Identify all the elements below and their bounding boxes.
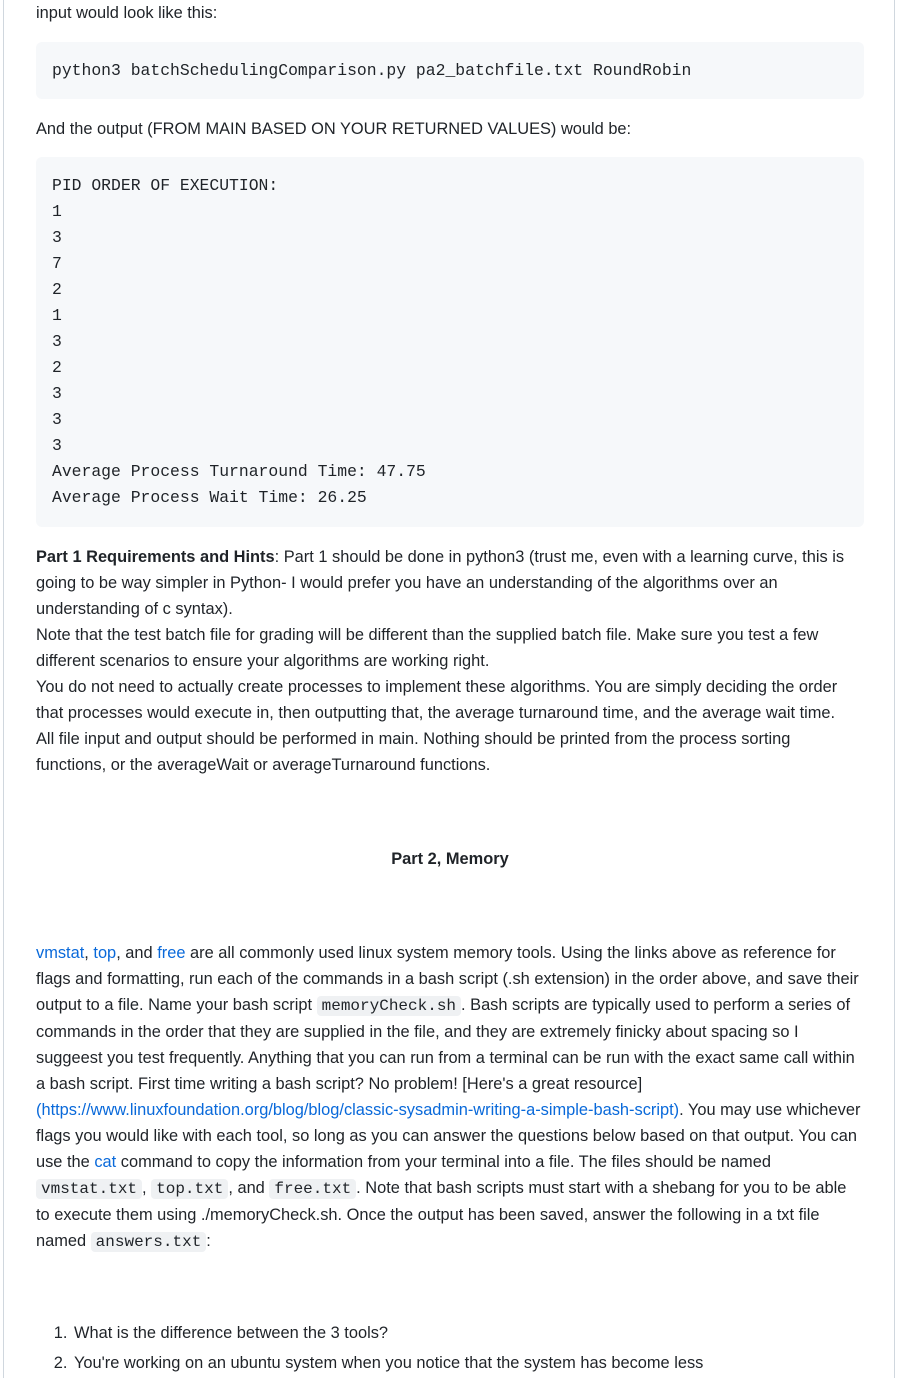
command-line: python3 batchSchedulingComparison.py pa2_batchfile.txt RoundRobin bbox=[52, 61, 692, 80]
intro-fragment: input would look like this: bbox=[36, 4, 218, 22]
output-turnaround: Average Process Turnaround Time: 47.75 bbox=[52, 462, 426, 481]
pid-row: 2 bbox=[52, 280, 62, 299]
output-wait: Average Process Wait Time: 26.25 bbox=[52, 488, 367, 507]
cat-link[interactable]: cat bbox=[94, 1153, 117, 1171]
pid-row: 3 bbox=[52, 228, 62, 247]
question-2: 2. You're working on an ubuntu system when you notice that the system has become less bbox=[72, 1350, 898, 1376]
vmstat-link[interactable]: vmstat bbox=[36, 944, 85, 962]
questions-list bbox=[36, 1320, 898, 1380]
part2-text-8: : bbox=[206, 1232, 211, 1250]
command-code-block bbox=[36, 42, 864, 99]
part1-paragraph-3: You do not need to actually create processes to implement these algorithms. You are simply deciding the order that processes would execute in, then outputting that, the average turnaround time, and the average wait time. bbox=[36, 678, 838, 722]
part2-paragraph bbox=[36, 940, 864, 1255]
part1-title: Part 1 Requirements and Hints bbox=[36, 548, 275, 566]
question-1: 1. What is the difference between the 3 tools? bbox=[72, 1320, 898, 1346]
pid-row: 3 bbox=[52, 332, 62, 351]
code-memorycheck: memoryCheck.sh bbox=[317, 996, 461, 1016]
pid-row: 2 bbox=[52, 358, 62, 377]
code-vmstat-txt: vmstat.txt bbox=[36, 1179, 142, 1199]
part1-paragraph-2: Note that the test batch file for grading will be different than the supplied batch file. Make sure you test a few different scenarios to ensure your algorithms are working right. bbox=[36, 626, 819, 670]
pid-row: 7 bbox=[52, 254, 62, 273]
pid-row: 3 bbox=[52, 436, 62, 455]
code-free-txt: free.txt bbox=[269, 1179, 356, 1199]
part1-section bbox=[36, 544, 864, 778]
part2-heading: Part 2, Memory bbox=[391, 850, 509, 868]
part2-text-6: , and bbox=[228, 1179, 270, 1197]
pid-row: 1 bbox=[52, 306, 62, 325]
part2-text-5: , bbox=[142, 1179, 152, 1197]
code-answers-txt: answers.txt bbox=[91, 1232, 207, 1252]
pid-list bbox=[52, 199, 848, 459]
part1-paragraph-1 bbox=[36, 544, 864, 622]
sep-1: , bbox=[84, 944, 94, 962]
output-intro: And the output (FROM MAIN BASED ON YOUR RETURNED VALUES) would be: bbox=[36, 120, 632, 138]
top-link[interactable]: top bbox=[93, 944, 117, 962]
output-header: PID ORDER OF EXECUTION: bbox=[52, 176, 279, 195]
part2-text-1: are all commonly used linux system memory tools. Using the links above as reference for flags and formatting, run each of the commands in a bash script (.sh extension) in the order above, and save their output to a file. Name your bash script bbox=[36, 944, 859, 1014]
part2-text-2: . Bash scripts are typically used to perform a series of commands in the order that they are supplied in the file, and they are extremely finicky about spacing so I suggeest you test frequently. Anything that you can run from a terminal can be run with the exact same call within a bash script. First time writing a bash script? No problem! [Here's a great resource] bbox=[36, 996, 855, 1093]
pid-row: 3 bbox=[52, 410, 62, 429]
free-link[interactable]: free bbox=[157, 944, 186, 962]
bash-resource-link[interactable]: (https://www.linuxfoundation.org/blog/blog/classic-sysadmin-writing-a-simple-bash-script) bbox=[36, 1101, 680, 1119]
part2-text-4: command to copy the information from your terminal into a file. The files should be named bbox=[116, 1153, 771, 1171]
pid-row: 1 bbox=[52, 202, 62, 221]
part2-text-3: . You may use whichever flags you would like with each tool, so long as you can answer the questions below based on that output. You can use the bbox=[36, 1101, 861, 1171]
code-top-txt: top.txt bbox=[151, 1179, 228, 1199]
part2-text-7: . Note that bash scripts must start with a shebang for you to be able to execute them using ./memoryCheck.sh. Once the output has been saved, answer the following in a txt file named bbox=[36, 1179, 847, 1250]
pid-row: 3 bbox=[52, 384, 62, 403]
part1-text-1: : Part 1 should be done in python3 (trust me, even with a learning curve, this is going to be way simpler in Python- I would prefer you have an understanding of the algorithms over an understanding of c syntax). bbox=[36, 548, 845, 618]
output-code-block bbox=[36, 157, 864, 527]
part1-paragraph-4: All file input and output should be performed in main. Nothing should be printed from the process sorting functions, or the averageWait or averageTurnaround functions. bbox=[36, 730, 791, 774]
sep-2: , and bbox=[116, 944, 158, 962]
